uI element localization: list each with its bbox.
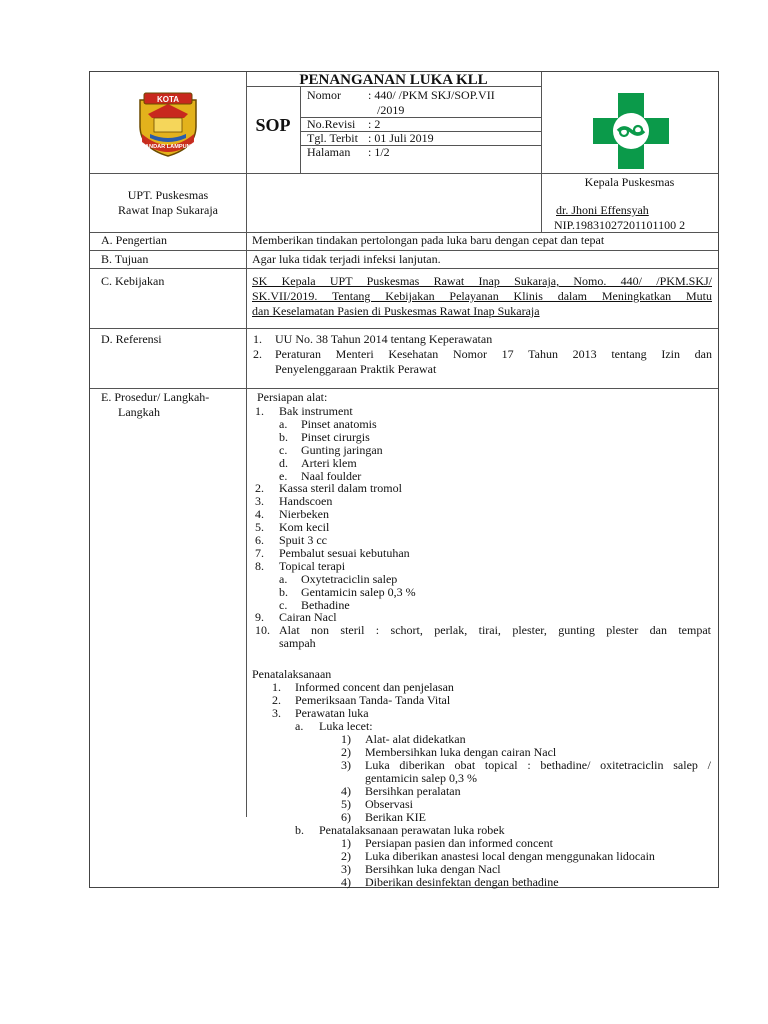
list-item-text: sampah [279, 636, 316, 651]
org-name-line1: UPT. Puskesmas [127, 188, 209, 202]
logo-text-top: KOTA [156, 95, 180, 104]
list-item-number: 7. [255, 545, 264, 560]
section-label-prosedur: E. Prosedur/ Langkah- [101, 390, 210, 404]
kota-bandar-lampung-logo [134, 90, 202, 158]
list-item-number: 6) [341, 810, 351, 824]
list-item-text: Nierbeken [279, 507, 329, 522]
list-item-text: Bethadine [301, 597, 350, 612]
list-item-number: 2) [341, 849, 351, 863]
list-item-text: Berikan KIE [365, 810, 426, 824]
list-item-text: Membersihkan luka dengan cairan Nacl [365, 745, 557, 759]
list-item-text: Oxytetraciclin salep [301, 571, 398, 586]
list-item-text: Alat- alat didekatkan [365, 732, 466, 746]
list-item-text: Luka diberikan obat topical : bethadine/ oxitetraciclin salep / [365, 758, 711, 772]
list-item-number: 8. [255, 558, 264, 573]
signatory-nip: NIP.19831027201101100 2 [554, 218, 686, 232]
kebijakan-line: SK Kepala UPT Puskesmas Rawat Inap Sukaraja, Nomo. 440/ /PKM.SKJ/ [252, 274, 712, 288]
list-item-number: 9. [255, 610, 264, 625]
kebijakan-line: dan Keselamatan Pasien di Puskesmas Rawat Inap Sukaraja [252, 304, 540, 318]
list-item-text: Luka diberikan anastesi local dengan menggunakan lidocain [365, 849, 655, 863]
list-item-number: 5) [341, 797, 351, 811]
meta-label-halaman: Halaman [307, 145, 351, 159]
list-item-number: c. [279, 597, 288, 612]
signatory-name: dr. Jhoni Effensyah [556, 203, 649, 217]
list-item-number: b. [295, 823, 304, 837]
meta-value-halaman: : 1/2 [368, 145, 390, 159]
list-item-number: 1) [341, 836, 351, 850]
list-item-text: Handscoen [279, 494, 333, 509]
list-item-text: Perawatan luka [295, 706, 369, 720]
list-item-text: Observasi [365, 797, 413, 811]
list-item-number: a. [279, 571, 288, 586]
list-item-text: Cairan Nacl [279, 610, 337, 625]
list-item-number: a. [279, 416, 288, 431]
sop-label: SOP [255, 115, 291, 135]
list-item-number: 3) [341, 758, 351, 772]
meta-label-terbit: Tgl. Terbit [307, 131, 358, 145]
meta-label-revisi: No.Revisi [307, 117, 356, 131]
list-item-number: 2. [272, 693, 281, 707]
list-item-text: Pemeriksaan Tanda- Tanda Vital [295, 693, 451, 707]
column-divider-right [541, 72, 542, 232]
list-item-text: Bersihkan peralatan [365, 784, 461, 798]
row-divider [90, 388, 718, 389]
list-item-number: 1) [341, 732, 351, 746]
row-divider [90, 250, 718, 251]
penatalaksanaan-heading: Penatalaksanaan [252, 667, 332, 681]
section-label-prosedur-cont: Langkah [118, 405, 160, 419]
list-item-number: b. [279, 429, 288, 444]
list-item-number: b. [279, 584, 288, 599]
section-label-pengertian: A. Pengertian [101, 233, 167, 247]
list-item-number: 3. [272, 706, 281, 720]
list-item-text: Topical terapi [279, 558, 346, 573]
list-item-text: Pinset anatomis [301, 416, 377, 431]
list-item-text: Spuit 3 cc [279, 533, 327, 547]
header-bottom-line [90, 173, 718, 174]
puskesmas-cross-logo [591, 91, 671, 171]
list-item-text: Diberikan desinfektan dengan bethadine [365, 875, 559, 889]
list-item-text: Kom kecil [279, 520, 330, 535]
logo-text-bottom: BANDAR LAMPUNG [140, 144, 196, 150]
list-item-text: Informed concent dan penjelasan [295, 680, 454, 694]
meta-value-nomor-cont: /2019 [377, 103, 405, 117]
section-text-pengertian: Memberikan tindakan pertolongan pada luka baru dengan cepat dan tepat [252, 233, 605, 247]
row-divider [90, 268, 718, 269]
section-text-tujuan: Agar luka tidak terjadi infeksi lanjutan. [252, 252, 441, 266]
section-label-referensi: D. Referensi [101, 332, 162, 346]
list-item-number: 3) [341, 862, 351, 876]
referensi-number: 1. [253, 332, 262, 346]
section-label-tujuan: B. Tujuan [101, 252, 149, 266]
list-item-number: 4) [341, 875, 351, 889]
list-item-number: 4. [255, 507, 264, 522]
list-item-text: Bersihkan luka dengan Nacl [365, 862, 501, 876]
list-item-number: e. [279, 468, 288, 483]
list-item-text: Kassa steril dalam tromol [279, 481, 402, 496]
referensi-number: 2. [253, 347, 262, 361]
signatory-title: Kepala Puskesmas [584, 175, 675, 189]
list-item-number: 3. [255, 494, 264, 509]
list-item-text: Penatalaksanaan perawatan luka robek [319, 823, 505, 837]
list-item-number: 2) [341, 745, 351, 759]
meta-value-nomor: : 440/ /PKM SKJ/SOP.VII [368, 88, 495, 102]
list-item-text: Luka lecet: [319, 719, 373, 733]
list-item-number: 1. [272, 680, 281, 694]
column-divider-sop [300, 86, 301, 173]
list-item-number: 10. [255, 623, 270, 638]
list-item-number: c. [279, 442, 288, 457]
kebijakan-line: SK.VII/2019. Tentang Kebijakan Pelayanan Klinis dalam Meningkatkan Mutu [252, 289, 712, 303]
list-item-text: Gentamicin salep 0,3 % [301, 584, 416, 599]
list-item-number: d. [279, 455, 288, 470]
list-item-number: 6. [255, 533, 264, 547]
meta-label-nomor: Nomor [307, 88, 341, 102]
list-item-text: gentamicin salep 0,3 % [365, 771, 477, 785]
meta-value-revisi: : 2 [368, 117, 381, 131]
sop-document [89, 71, 719, 888]
row-divider [90, 328, 718, 329]
referensi-text: Peraturan Menteri Kesehatan Nomor 17 Tahun 2013 tentang Izin dan [275, 347, 712, 361]
list-item-number: 2. [255, 481, 264, 496]
org-name-line2: Rawat Inap Sukaraja [118, 203, 218, 217]
meta-value-terbit: : 01 Juli 2019 [368, 131, 434, 145]
list-item-number: 5. [255, 520, 264, 535]
persiapan-heading: Persiapan alat: [257, 390, 328, 404]
list-item-text: Persiapan pasien dan informed concent [365, 836, 553, 850]
list-item-text: Pinset cirurgis [301, 429, 370, 444]
list-item-text: Pembalut sesuai kebutuhan [279, 545, 410, 560]
list-item-number: 4) [341, 784, 351, 798]
list-item-number: 1. [255, 404, 264, 418]
list-item-text: Bak instrument [279, 404, 353, 418]
list-item-text: Alat non steril : schort, perlak, tirai, plester, gunting plester dan tempat [279, 623, 711, 638]
referensi-text: Penyelenggaraan Praktik Perawat [275, 362, 437, 376]
list-item-text: Gunting jaringan [301, 442, 383, 457]
referensi-text: UU No. 38 Tahun 2014 tentang Keperawatan [275, 332, 493, 346]
list-item-number: a. [295, 719, 304, 733]
column-divider-left [246, 72, 247, 817]
document-title: PENANGANAN LUKA KLL [299, 72, 488, 88]
list-item-text: Arteri klem [301, 455, 357, 470]
section-label-kebijakan: C. Kebijakan [101, 274, 165, 288]
list-item-text: Naal foulder [301, 468, 362, 483]
